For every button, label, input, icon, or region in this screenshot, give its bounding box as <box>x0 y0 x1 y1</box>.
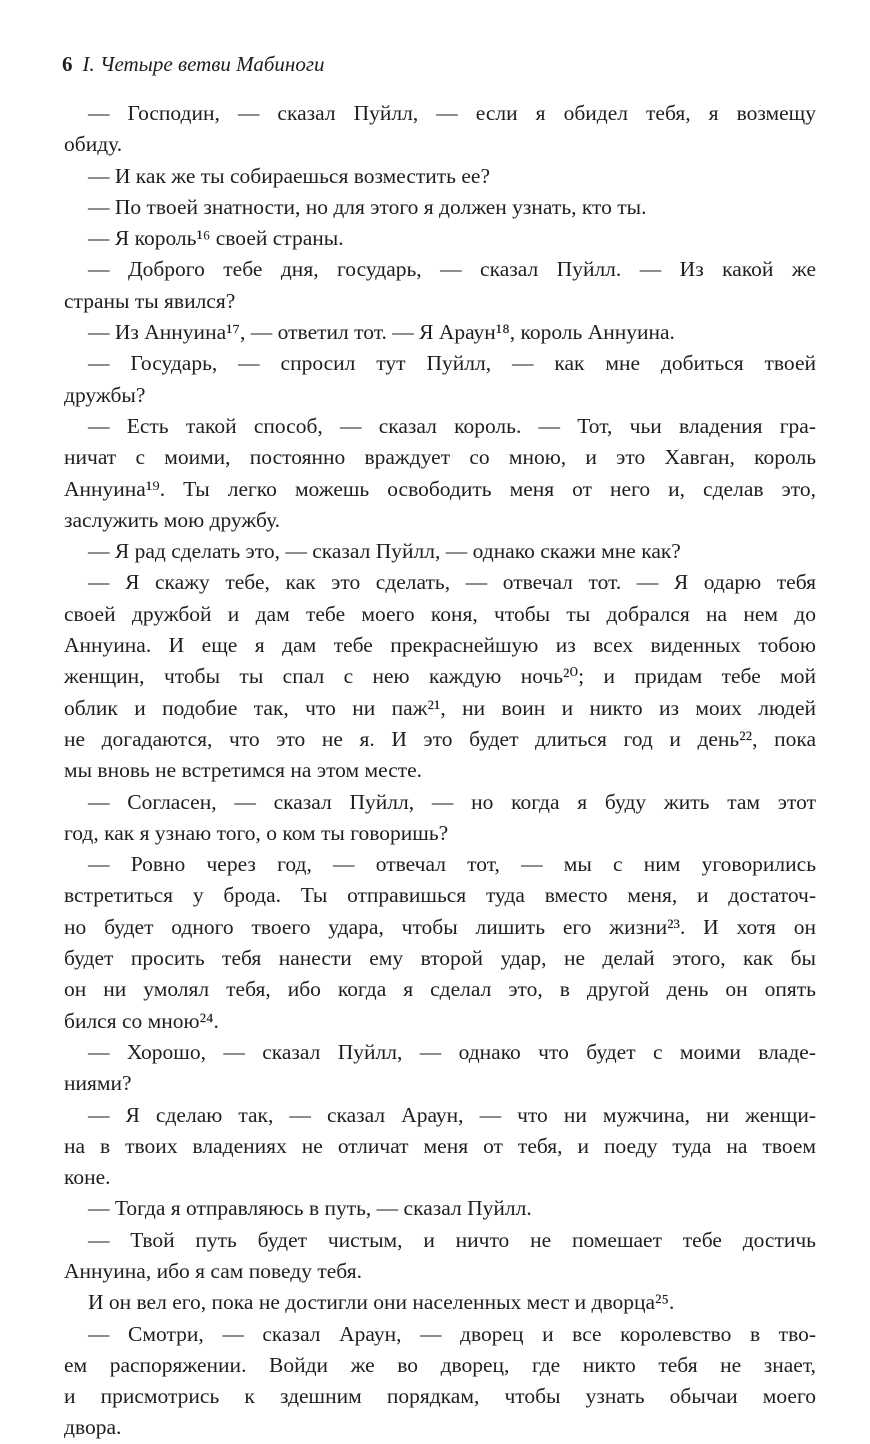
paragraph <box>64 98 816 161</box>
text-line: коне. <box>64 1165 111 1190</box>
running-title: I. Четыре ветви Мабиноги <box>82 52 325 76</box>
paragraph <box>64 223 816 254</box>
text-line: и присмотрись к здешним порядкам, чтобы узнать обычаи моего <box>64 1384 816 1409</box>
text-line: будет просить тебя нанести ему второй удар, не делай этого, как бы <box>64 946 816 971</box>
text-line: — Тогда я отправляюсь в путь, — сказал Пуйлл. <box>88 1196 532 1221</box>
text-line: — Есть такой способ, — сказал король. — Тот, чьи владения гра- <box>88 413 816 438</box>
text-line: бился со мною²⁴. <box>64 1008 219 1033</box>
text-line: — Я король¹⁶ своей страны. <box>88 226 344 251</box>
text-line: дружбы? <box>64 382 146 407</box>
text-line: заслужить мою дружбу. <box>64 507 281 532</box>
text-line: — Ровно через год, — отвечал тот, — мы с ним уговорились <box>88 852 816 877</box>
text-line: — И как же ты собираешься возместить ее? <box>88 163 490 188</box>
text-line: Аннуина, ибо я сам поведу тебя. <box>64 1258 362 1283</box>
paragraph <box>64 317 816 348</box>
text-line: — По твоей знатности, но для этого я должен узнать, кто ты. <box>88 194 647 219</box>
text-line: — Я рад сделать это, — сказал Пуйлл, — однако скажи мне как? <box>88 539 681 564</box>
paragraph <box>64 1287 816 1318</box>
text-line: — Государь, — спросил тут Пуйлл, — как мне добиться твоей <box>88 351 816 376</box>
text-line: И он вел его, пока не достигли они населенных мест и дворца²⁵. <box>88 1290 675 1315</box>
text-line: встретиться у брода. Ты отправишься туда вместо меня, и достаточ- <box>64 883 816 908</box>
paragraph <box>64 849 816 1037</box>
paragraph <box>64 192 816 223</box>
text-line: — Я скажу тебе, как это сделать, — отвечал тот. — Я одарю тебя <box>88 570 816 595</box>
text-line: ничат с моими, постоянно враждует со мною, и это Хавган, король <box>64 445 816 470</box>
text-line: женщин, чтобы ты спал с нею каждую ночь²⁰; и придам тебе мой <box>64 664 816 689</box>
text-line: не догадаются, что это не я. И это будет длиться год и день²², пока <box>64 726 816 751</box>
text-line: он ни умолял тебя, ибо когда я сделал это, в другой день он опять <box>64 977 816 1002</box>
running-header <box>62 52 325 77</box>
paragraph <box>64 348 816 411</box>
paragraph <box>64 254 816 317</box>
text-line: — Из Аннуина¹⁷, — ответил тот. — Я Араун¹⁸, король Аннуина. <box>88 320 675 345</box>
text-line: но будет одного твоего удара, чтобы лишить его жизни²³. И хотя он <box>64 914 816 939</box>
paragraph <box>64 1037 816 1100</box>
text-line: — Твой путь будет чистым, и ничто не помешает тебе достичь <box>88 1227 816 1252</box>
page-number: 6 <box>62 52 73 76</box>
paragraph <box>64 411 816 536</box>
text-line: — Смотри, — сказал Араун, — дворец и все королевство в тво- <box>88 1321 816 1346</box>
text-line: Аннуина. И еще я дам тебе прекраснейшую из всех виденных тобою <box>64 633 816 658</box>
text-line: — Согласен, — сказал Пуйлл, — но когда я буду жить там этот <box>88 789 816 814</box>
text-line: облик и подобие так, что ни паж²¹, ни воин и никто из моих людей <box>64 695 816 720</box>
paragraph <box>64 787 816 850</box>
paragraph <box>64 1319 816 1444</box>
text-line: двора. <box>64 1415 122 1440</box>
text-line: ем распоряжении. Войди же во дворец, где никто тебя не знает, <box>64 1352 816 1377</box>
text-line: обиду. <box>64 132 123 157</box>
text-line: — Я сделаю так, — сказал Араун, — что ни мужчина, ни женщи- <box>88 1102 816 1127</box>
text-line: — Доброго тебе дня, государь, — сказал Пуйлл. — Из какой же <box>88 257 816 282</box>
text-line: год, как я узнаю того, о ком ты говоришь? <box>64 820 449 845</box>
text-line: Аннуина¹⁹. Ты легко можешь освободить меня от него и, сделав это, <box>64 476 816 501</box>
text-line: на в твоих владениях не отличат меня от тебя, и поеду туда на твоем <box>64 1133 816 1158</box>
text-line: — Господин, — сказал Пуйлл, — если я обидел тебя, я возмещу <box>88 101 816 125</box>
text-line: ниями? <box>64 1071 132 1096</box>
paragraph <box>64 567 816 786</box>
paragraph <box>64 536 816 567</box>
text-line: — Хорошо, — сказал Пуйлл, — однако что будет с моими владе- <box>88 1039 816 1064</box>
text-line: своей дружбой и дам тебе моего коня, чтобы ты добрался на нем до <box>64 601 816 626</box>
paragraph <box>64 1193 816 1224</box>
paragraph <box>64 1100 816 1194</box>
text-line: страны ты явился? <box>64 288 236 313</box>
text-line: мы вновь не встретимся на этом месте. <box>64 758 423 783</box>
body-text <box>64 98 816 1444</box>
paragraph <box>64 161 816 192</box>
paragraph <box>64 1225 816 1288</box>
